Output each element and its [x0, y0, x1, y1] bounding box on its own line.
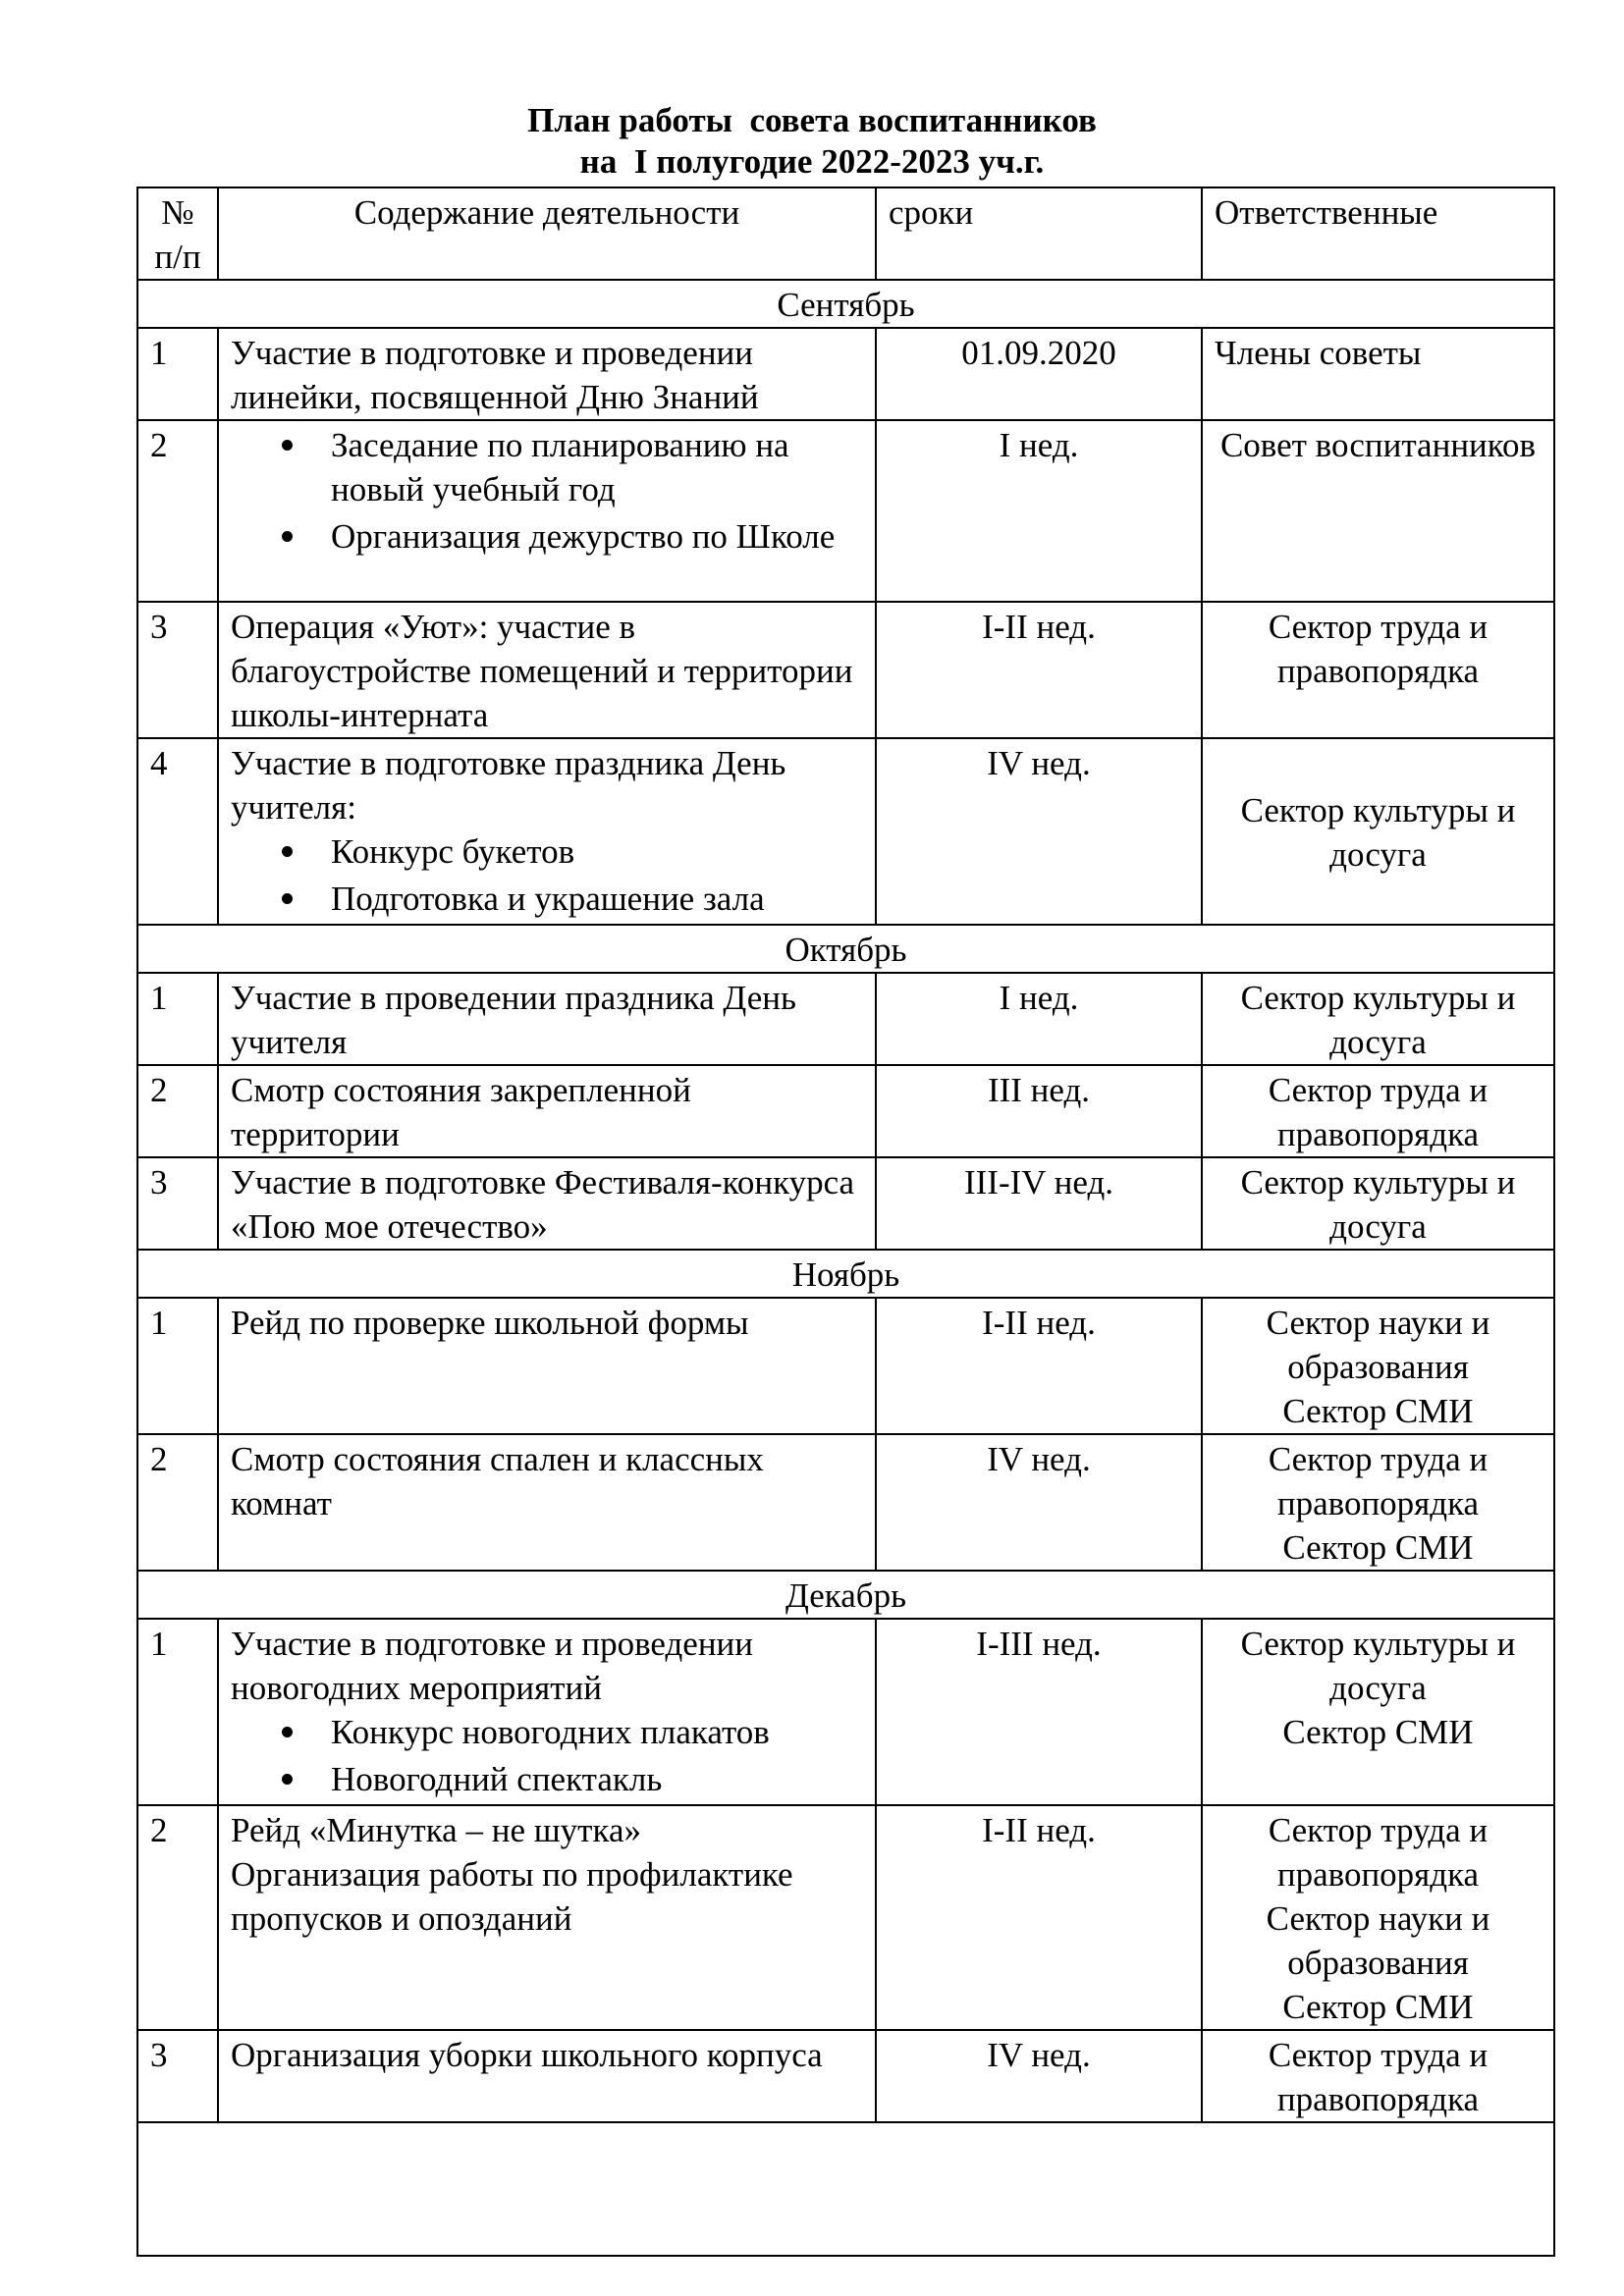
- activity-text: Рейд «Минутка – не шутка»: [231, 1811, 641, 1849]
- row-num: 1: [137, 1298, 218, 1434]
- month-row-november: [137, 1250, 1554, 1298]
- table-row: [137, 1434, 1554, 1571]
- row-num: 4: [137, 738, 218, 925]
- row-activity: Смотр состояния спален и классных комнат: [218, 1434, 876, 1571]
- row-activity: [218, 738, 876, 925]
- responsible-line: Сектор СМИ: [1282, 1713, 1474, 1751]
- month-label: Октябрь: [137, 925, 1554, 973]
- activity-text: Участие в подготовке праздника День учителя:: [231, 744, 786, 827]
- title-line-2: на I полугодие 2022-2023 уч.г.: [579, 142, 1045, 181]
- bullet-item: Заседание по планированию на новый учебный год: [231, 423, 863, 511]
- row-num: 2: [137, 1065, 218, 1157]
- bullet-item: Конкурс букетов: [231, 829, 863, 874]
- header-activity: Содержание деятельности: [218, 187, 876, 280]
- row-responsible: Сектор культуры и досуга: [1202, 973, 1554, 1065]
- header-num: № п/п: [137, 187, 218, 280]
- month-label: Ноябрь: [137, 1250, 1554, 1298]
- responsible-line: Сектор труда и правопорядка: [1268, 1440, 1489, 1522]
- table-header-row: [137, 187, 1554, 280]
- responsible-line: Сектор науки и образования: [1266, 1899, 1490, 1982]
- row-activity: Участие в подготовке и проведении линейки, посвященной Дню Знаний: [218, 328, 876, 420]
- table-row: [137, 738, 1554, 925]
- row-num: 2: [137, 1434, 218, 1571]
- row-responsible: Сектор культуры и досуга: [1202, 738, 1554, 925]
- responsible-line: Сектор СМИ: [1282, 1528, 1474, 1567]
- row-num: 2: [137, 1805, 218, 2030]
- bullet-item: Новогодний спектакль: [231, 1757, 863, 1801]
- table-row: [137, 602, 1554, 738]
- responsible-line: Сектор науки и образования: [1266, 1304, 1490, 1386]
- table-row: [137, 328, 1554, 420]
- row-num: 3: [137, 602, 218, 738]
- month-row-october: [137, 925, 1554, 973]
- row-activity: Организация уборки школьного корпуса: [218, 2030, 876, 2122]
- bullet-list: [231, 423, 863, 559]
- row-responsible: [1202, 1805, 1554, 2030]
- empty-row: [137, 2122, 1554, 2256]
- activity-text: Участие в подготовке и проведении новогодних мероприятий: [231, 1625, 754, 1707]
- responsible-line: Сектор СМИ: [1282, 1392, 1474, 1430]
- row-date: I нед.: [876, 973, 1202, 1065]
- row-activity: Рейд по проверке школьной формы: [218, 1298, 876, 1434]
- page-title: [0, 100, 1624, 183]
- row-activity: Операция «Уют»: участие в благоустройстве помещений и территории школы-интерната: [218, 602, 876, 738]
- bullet-list: [231, 1710, 863, 1801]
- row-activity: [218, 1805, 876, 2030]
- row-responsible: [1202, 1298, 1554, 1434]
- responsible-line: Сектор труда и правопорядка: [1268, 1811, 1489, 1894]
- row-activity: [218, 1619, 876, 1805]
- month-label: Декабрь: [137, 1571, 1554, 1619]
- row-date: I-III нед.: [876, 1619, 1202, 1805]
- row-date: I-II нед.: [876, 1298, 1202, 1434]
- row-date: I-II нед.: [876, 1805, 1202, 2030]
- row-date: III нед.: [876, 1065, 1202, 1157]
- table-row: [137, 1065, 1554, 1157]
- table-row: [137, 1298, 1554, 1434]
- row-date: I нед.: [876, 420, 1202, 602]
- header-dates: сроки: [876, 187, 1202, 280]
- row-date: I-II нед.: [876, 602, 1202, 738]
- table-row: [137, 1805, 1554, 2030]
- bullet-item: Конкурс новогодних плакатов: [231, 1710, 863, 1754]
- row-num: 1: [137, 973, 218, 1065]
- row-activity: Смотр состояния закрепленной территории: [218, 1065, 876, 1157]
- bullet-list: [231, 829, 863, 921]
- row-responsible: [1202, 1619, 1554, 1805]
- row-responsible: Сектор труда и правопорядка: [1202, 2030, 1554, 2122]
- table-row: [137, 2030, 1554, 2122]
- work-plan-table: [136, 187, 1555, 2257]
- row-num: 1: [137, 328, 218, 420]
- row-responsible: Сектор труда и правопорядка: [1202, 602, 1554, 738]
- row-date: IV нед.: [876, 2030, 1202, 2122]
- title-line-1: План работы совета воспитанников: [527, 101, 1097, 139]
- row-date: III-IV нед.: [876, 1157, 1202, 1250]
- table-row: [137, 1157, 1554, 1250]
- row-date: 01.09.2020: [876, 328, 1202, 420]
- row-num: 1: [137, 1619, 218, 1805]
- row-num: 3: [137, 2030, 218, 2122]
- table-row: [137, 973, 1554, 1065]
- month-row-december: [137, 1571, 1554, 1619]
- row-activity: [218, 420, 876, 602]
- row-date: IV нед.: [876, 1434, 1202, 1571]
- row-num: 3: [137, 1157, 218, 1250]
- header-responsible: Ответственные: [1202, 187, 1554, 280]
- row-responsible: [1202, 1434, 1554, 1571]
- responsible-line: Сектор СМИ: [1282, 1988, 1474, 2026]
- responsible-line: Сектор культуры и досуга: [1240, 1625, 1516, 1707]
- table-row: [137, 1619, 1554, 1805]
- bullet-item: Организация дежурство по Школе: [231, 514, 863, 559]
- row-responsible: Члены советы: [1202, 328, 1554, 420]
- row-activity: Участие в подготовке Фестиваля-конкурса «Пою мое отечество»: [218, 1157, 876, 1250]
- activity-text: Организация работы по профилактике пропусков и опозданий: [231, 1855, 793, 1938]
- row-date: IV нед.: [876, 738, 1202, 925]
- row-responsible: Сектор культуры и досуга: [1202, 1157, 1554, 1250]
- bullet-item: Подготовка и украшение зала: [231, 877, 863, 921]
- table-row: [137, 420, 1554, 602]
- row-responsible: Сектор труда и правопорядка: [1202, 1065, 1554, 1157]
- month-label: Сентябрь: [137, 280, 1554, 328]
- row-activity: Участие в проведении праздника День учителя: [218, 973, 876, 1065]
- row-num: 2: [137, 420, 218, 602]
- row-responsible: Совет воспитанников: [1202, 420, 1554, 602]
- month-row-september: [137, 280, 1554, 328]
- empty-cell: [137, 2122, 1554, 2256]
